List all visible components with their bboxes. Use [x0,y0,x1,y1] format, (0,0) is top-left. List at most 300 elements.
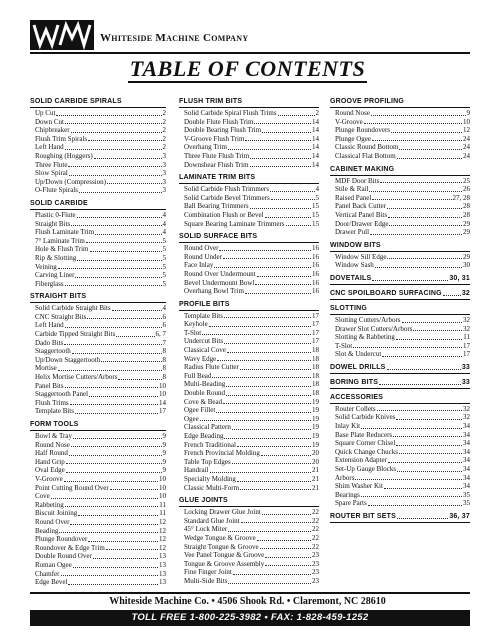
toc-entry-label: Locking Drawer Glue Joint [184,508,261,517]
toc-entry-label: Classic Round Bottom [335,143,399,152]
toc-entry [330,333,470,342]
toc-entry [30,143,166,152]
toc-column-1 [30,98,166,592]
toc-entry [30,186,166,195]
toc-section [330,379,470,389]
toc-entry-label: Downshear Flush Trim [184,160,249,169]
dot-leader [387,208,462,209]
toc-entry-label: Hole & Flush Trim [35,245,89,254]
toc-entry-label: Set-Up Gauge Blocks [335,465,397,474]
toc-entry-label: Panel Bits [35,381,64,390]
toc-entry-label: Round Over Undermount [184,269,256,278]
wm-logo-icon [30,20,94,50]
toc-entry-label: Bowl & Tray [35,432,72,440]
toc-entry [179,220,319,229]
toc-section [30,98,166,195]
toc-entry-label: Ogee [184,414,199,423]
toc-entry-page: 22 [312,542,319,551]
dot-leader [214,267,311,268]
toc-entry-page: 6, 7 [155,330,166,339]
dot-leader [255,284,311,285]
toc-entry-page: 10 [159,390,166,399]
toc-entry-page: 3 [162,186,166,195]
toc-entry [30,570,166,579]
dot-leader [61,575,159,576]
dot-leader [66,463,162,464]
toc-entry-page: 9 [162,466,166,475]
dot-leader [413,330,462,331]
toc-entry-label: Panel Back Cutter [335,202,386,211]
toc-entry-label: T-Slot [335,341,353,350]
toc-entry-label: Round Nose [35,440,70,449]
toc-entry-page: 18 [312,363,319,372]
toc-entry-page: 34 [463,473,470,482]
dot-leader [68,166,161,167]
toc-entry [179,441,319,450]
dot-leader [240,489,311,490]
toc-entry-label: Cove [35,492,50,501]
toc-entry-page: 12 [463,126,470,135]
toc-entry-page: 18 [312,389,319,398]
toc-entry [30,304,166,313]
toc-entry-page: 28 [463,202,470,211]
toc-entry [330,177,470,186]
toc-entry-page: 10 [159,492,166,501]
dot-leader [101,361,161,362]
dot-leader [95,234,161,235]
dot-leader [78,515,158,516]
toc-entry [179,475,319,484]
dot-leader [265,565,311,566]
toc-entry-page: 21 [312,474,319,483]
dot-leader [87,318,161,319]
dot-leader [257,540,311,541]
toc-entry [179,458,319,467]
toc-entry [330,135,470,144]
toc-entry [179,126,319,135]
toc-entry [30,552,166,561]
toc-column-2 [179,98,319,591]
dot-leader [65,506,158,507]
page-title-text: TABLE OF CONTENTS [129,56,366,81]
dot-leader [271,199,315,200]
toc-entry-label: Inlay Kit [335,422,361,431]
section-heading: SOLID CARBIDE SPIRALS [30,98,166,108]
toc-entry [30,321,166,330]
toc-entry-label: Double Bearing Flush Trim [184,126,262,135]
dot-leader [56,115,161,116]
toc-entry-page: 2 [315,109,319,117]
toc-entry-page: 26 [463,185,470,194]
toc-entry [179,143,319,152]
dot-leader [70,404,158,405]
dot-leader [396,445,462,446]
toc-entry-label: Round Over [35,517,70,526]
toc-entry-page: 4 [162,228,166,237]
toc-entry [179,560,319,569]
toc-entry-label: Plastic 0-Flute [35,210,76,219]
dot-leader [68,584,158,585]
dot-leader [223,258,311,259]
toc-entry [30,237,166,246]
toc-entry [30,313,166,322]
dot-leader [368,505,462,506]
dot-leader [237,446,311,447]
toc-entry-page: 9 [162,432,166,440]
dot-leader [70,524,158,525]
section-heading: STRAIGHT BITS [30,293,166,303]
toc-entry-page: 29 [463,219,470,228]
toc-entry-page: 14 [312,117,319,126]
page-header [30,20,470,54]
toc-entry-page: 28 [463,210,470,219]
dot-leader [64,344,161,345]
dot-leader [71,225,161,226]
dot-leader [227,352,311,353]
toc-entry-page: 30 [463,261,470,270]
section-heading [330,379,470,389]
toc-entry-page: 35 [463,490,470,499]
toc-entry-label: Specialty Molding [184,474,236,483]
toc-entry-page: 34 [463,456,470,465]
dot-leader [397,518,448,519]
section-heading: WINDOW BITS [330,242,470,252]
section-heading: ACCESSORIES [330,394,470,404]
toc-entry-page: 4 [162,219,166,228]
toc-entry [30,466,166,475]
toc-entry-page: 8 [162,347,166,356]
toc-entry-label: Combination Flush or Bevel [184,210,264,219]
toc-entry-page: 23 [312,568,319,577]
toc-section [179,174,319,228]
toc-entry-page: 3 [162,160,166,169]
dot-leader [391,132,462,133]
toc-entry-label: Wedge Tongue & Groove [184,533,256,542]
section-heading [330,513,470,523]
dot-leader [262,514,311,515]
toc-entry [30,509,166,518]
toc-entry-page: 5 [315,193,319,202]
toc-entry [30,245,166,254]
dot-leader [112,310,162,311]
toc-entry-label: Ogee Fillet [184,406,216,415]
toc-entry [179,109,319,118]
dot-leader [245,293,311,294]
toc-entry [30,263,166,272]
toc-entry-label: Multi-Side Bits [184,576,228,585]
toc-entry-label: Staggertooth [35,347,71,356]
dot-leader [212,377,311,378]
toc-entry-page: 32 [463,315,470,324]
toc-entry [30,228,166,237]
dot-leader [226,386,311,387]
footer-rule [30,592,470,594]
dot-leader [65,387,158,388]
toc-entry [179,577,319,586]
dot-leader [202,334,311,335]
toc-entry [30,373,166,382]
toc-column-3 [330,98,470,528]
dot-leader [223,403,311,404]
dot-leader [265,557,311,558]
toc-entry [179,363,319,372]
toc-entry [179,432,319,441]
toc-entry-label: 7° Laminate Trim [35,236,85,245]
toc-entry-page: 9 [162,457,166,466]
toc-entry-label: Overhang Trim [184,143,227,152]
dot-leader [88,541,158,542]
toc-entry-label: Bearings [335,490,360,499]
toc-section [330,394,470,508]
dot-leader [399,453,462,454]
toc-entry-page: 34 [463,447,470,456]
toc-entry-page: 6 [162,321,166,330]
toc-entry [30,339,166,348]
toc-entry-page: 16 [312,244,319,253]
toc-entry [30,347,166,356]
toc-entry-page: 12 [159,535,166,544]
dot-leader [224,317,311,318]
toc-entry-label: Point Cutting Round Over [35,483,109,492]
toc-entry-label: Bevel Undermount Bowl [184,278,255,287]
dot-leader [399,149,462,150]
toc-entry-label: Slow Spiral [35,169,68,178]
toc-entry-page: 15 [312,210,319,219]
toc-entry-label: Tongue & Groove Assembly [184,559,265,568]
toc-entry [330,456,470,465]
toc-entry [179,398,319,407]
toc-entry-label: Double Round [184,389,226,398]
dot-leader [245,140,311,141]
toc-entry-label: Slot & Undercut [335,350,382,359]
dot-leader [232,429,311,430]
toc-entry [179,355,319,364]
toc-entry-page: 14 [159,398,166,407]
toc-entry-page: 5 [162,271,166,280]
toc-entry [179,253,319,262]
toc-entry-page: 22 [312,508,319,517]
toc-entry [330,109,470,118]
toc-entry-page: 14 [312,151,319,160]
toc-entry [179,320,319,329]
toc-entry-page: 34 [463,439,470,448]
toc-entry-label: Square Bearing Laminate Trimmers [184,219,285,228]
toc-entry [330,185,470,194]
section-heading: SOLID SURFACE BITS [179,233,319,243]
toc-entry-label: Straight Tongue & Groove [184,542,259,551]
dot-leader [58,370,162,371]
dot-leader [90,251,162,252]
toc-entry-page: 19 [312,414,319,423]
toc-entry-page: 16 [312,261,319,270]
toc-entry-page: 14 [312,143,319,152]
dot-leader [86,242,162,243]
toc-entry-label: O-Flute Spirals [35,186,78,195]
toc-entry [30,382,166,391]
section-heading-label: ROUTER BIT SETS [330,513,397,520]
toc-entry-label: Quick Change Chucks [335,447,398,456]
toc-entry-page: 5 [162,262,166,271]
toc-section [330,166,470,237]
dot-leader [88,140,161,141]
toc-entry [179,287,319,296]
toc-entry-label: Standard Glue Joint [184,516,240,525]
toc-entry-page: 17 [463,350,470,359]
toc-entry-label: Carbide Tipped Straight Bits [35,330,116,339]
dot-leader [396,419,462,420]
dot-leader [372,280,448,281]
dot-leader [118,379,161,380]
dot-leader [361,496,462,497]
page-title [0,56,495,82]
toc-entry-page: 2 [162,117,166,126]
toc-entry [330,413,470,422]
toc-entry-page: 2 [162,143,166,152]
toc-entry [330,405,470,414]
toc-entry-label: Window Sill Edge [335,252,387,261]
toc-entry-label: Round Nose [335,109,370,117]
toc-entry [179,337,319,346]
toc-entry-label: Three Flute [35,160,68,169]
dot-leader [75,277,161,278]
toc-entry [330,253,470,262]
toc-entry-label: Fine Finger Joint [184,568,232,577]
dot-leader [402,322,462,323]
toc-entry-label: Flush Trim Spirals [35,134,88,143]
toc-entry [30,527,166,536]
toc-entry-page: 19 [312,432,319,440]
toc-entry [30,152,166,161]
dot-leader [379,384,461,385]
dot-leader [397,471,462,472]
section-heading-page: 33 [461,363,470,371]
toc-entry-page: 16 [312,278,319,287]
dot-leader [64,481,158,482]
section-heading-page: 30, 31 [449,274,470,282]
dot-leader [116,336,154,337]
toc-entry-label: Chamfer [35,569,60,578]
dot-leader [93,558,158,559]
toc-entry-label: Solid Carbide Spiral Flush Trims [184,109,277,117]
dot-leader [250,158,311,159]
section-heading: SLOTTING [330,305,470,315]
dot-leader [371,115,466,116]
toc-entry-label: Up/Down (Compression) [35,177,106,186]
dot-leader [77,217,162,218]
toc-entry-page: 23 [312,551,319,560]
dot-leader [216,412,311,413]
toc-entry-label: Round Over [184,244,219,253]
toc-entry-label: Half Round [35,449,68,458]
toc-entry [330,350,470,359]
section-heading: GLUE JOINTS [179,497,319,507]
toc-entry-page: 13 [159,569,166,578]
toc-entry-label: Roughing (Hoggers) [35,151,93,160]
toc-entry-label: Solid Carbide Knives [335,413,396,422]
toc-entry-label: Edge Bevel [35,578,68,587]
toc-entry [330,465,470,474]
toc-entry [179,161,319,170]
toc-entry [30,109,166,118]
toc-entry [30,561,166,570]
toc-entry-label: Helix Mortise Cutters/Arbors [35,373,118,382]
toc-entry-page: 18 [312,371,319,380]
toc-entry [30,280,166,289]
toc-entry-label: 45° Lock Miter [184,525,228,534]
toc-entry-label: Drawer Pull [335,228,370,237]
dot-leader [65,149,162,150]
toc-entry-page: 4 [162,210,166,219]
dot-leader [73,438,162,439]
toc-entry-label: Dado Bits [35,338,64,347]
toc-entry-page: 19 [312,397,319,406]
toc-entry-label: Mortise [35,364,57,373]
toc-entry-label: Three Flute Flush Trim [184,151,250,160]
toc-entry-label: Oval Edge [35,466,65,475]
toc-entry-label: Keyhole [184,320,208,329]
dot-leader [107,183,162,184]
toc-entry-page: 22 [312,533,319,542]
dot-leader [270,191,315,192]
toc-entry-page: 11 [463,333,470,342]
toc-entry-label: Up/Down Staggertooth [35,355,101,364]
dot-leader [387,369,461,370]
toc-entry-page: 22 [312,516,319,525]
dot-leader [71,446,162,447]
toc-entry-label: Beading [35,526,59,535]
toc-entry [30,178,166,187]
toc-entry-label: Table Top Edges [184,457,231,466]
dot-leader [372,199,451,200]
toc-entry [30,220,166,229]
toc-entry [179,202,319,211]
toc-entry-label: Edge Beading [184,432,224,440]
toc-entry-page: 21 [312,466,319,475]
toc-section [30,293,166,416]
toc-entry-page: 10 [159,381,166,390]
toc-entry [179,194,319,203]
toc-entry [330,325,470,334]
toc-entry-label: Square Corner Chisel [335,439,396,448]
dot-leader [210,472,312,473]
toc-entry [30,475,166,484]
section-heading [330,275,470,285]
toc-entry [179,270,319,279]
toc-entry [330,422,470,431]
section-heading-page: 36, 37 [449,513,470,520]
toc-entry-page: 5 [162,245,166,254]
toc-entry-page: 21 [312,483,319,492]
dot-leader [443,295,461,296]
toc-entry [30,441,166,450]
dot-leader [59,532,158,533]
section-heading [330,364,470,374]
toc-entry-page: 12 [159,517,166,526]
toc-entry-page: 22 [312,525,319,534]
toc-entry-page: 34 [463,482,470,491]
toc-entry-label: V-Groove [35,474,63,483]
toc-entry-label: Shim Washer Kit [335,482,383,491]
section-heading-label: DOWEL DRILLS [330,363,386,371]
dot-leader [58,268,162,269]
toc-entry [330,482,470,491]
toc-entry [179,118,319,127]
toc-entry-page: 4 [162,304,166,313]
toc-entry-label: Ball Bearing Trimmers [184,202,249,211]
dot-leader [278,115,315,116]
toc-entry [30,169,166,178]
toc-entry-label: Face Inlay [184,261,214,270]
